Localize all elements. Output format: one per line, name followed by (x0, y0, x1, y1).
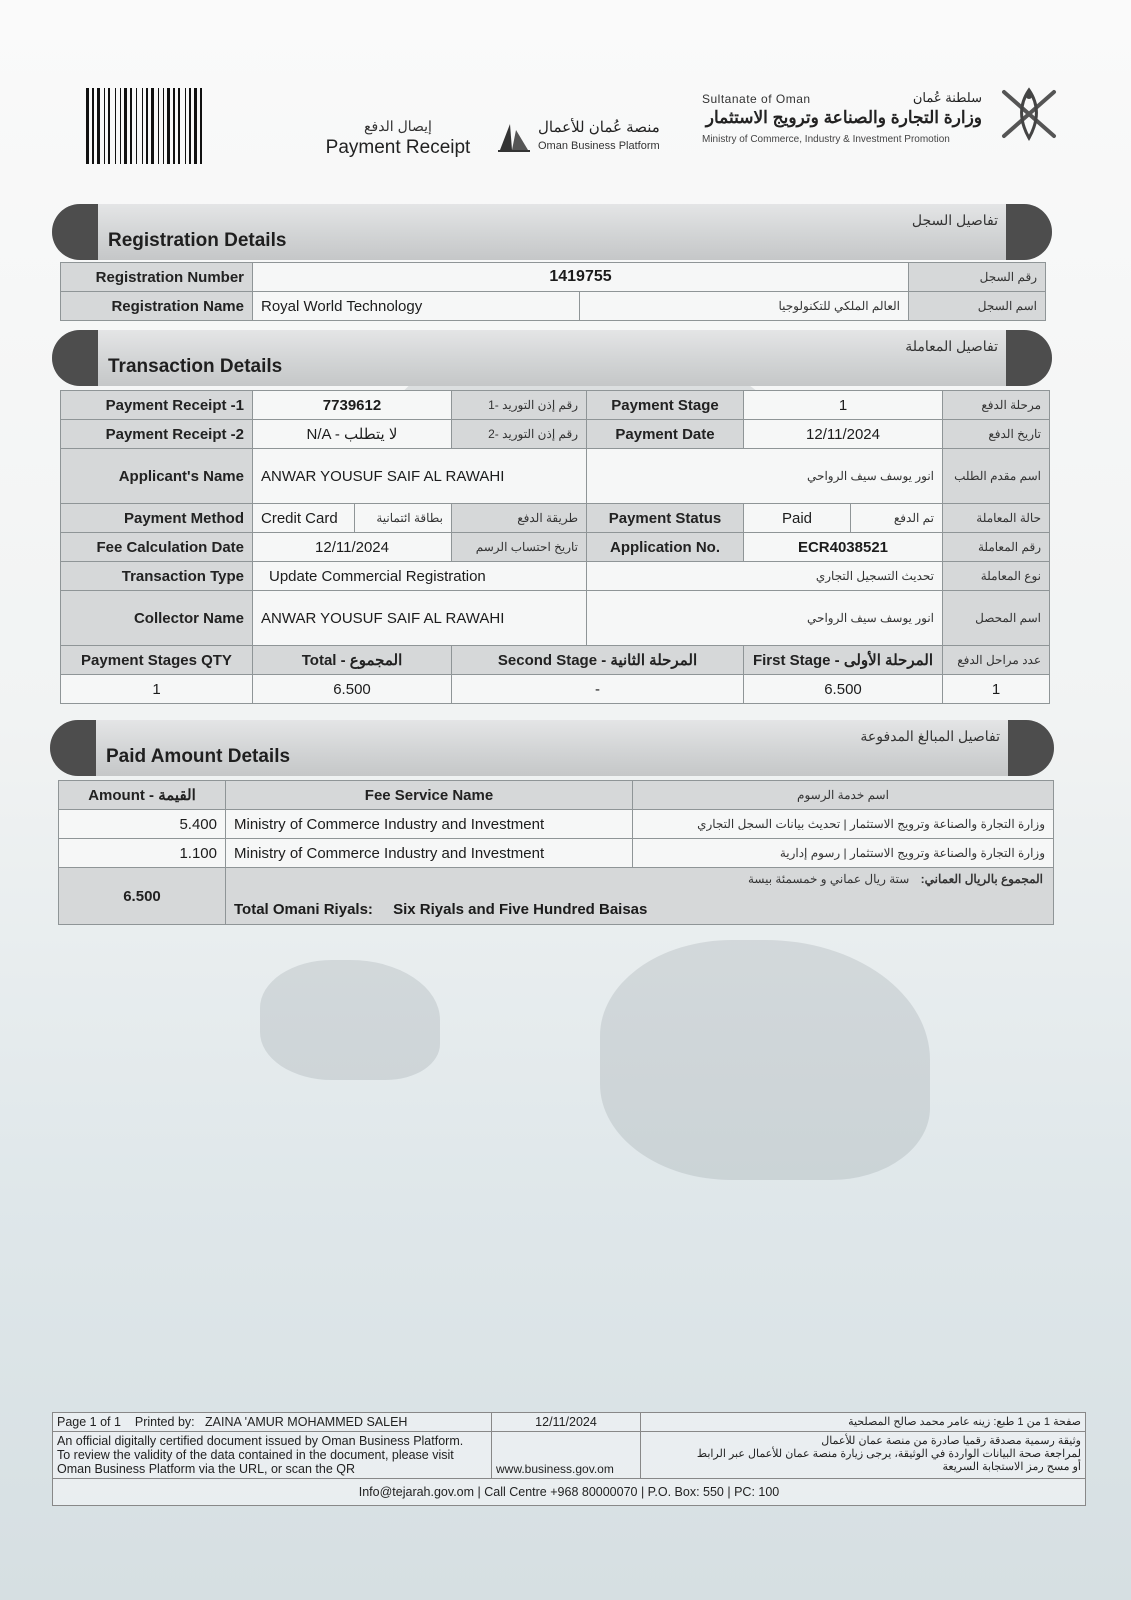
ministry-name-en: Ministry of Commerce, Industry & Investment Promotion (702, 134, 950, 145)
platform-name-ar: منصة عُمان للأعمال (538, 119, 660, 136)
collector-name-value-en: ANWAR YOUSUF SAIF AL RAWAHI (253, 591, 587, 646)
stages-count-label-ar: عدد مراحل الدفع (943, 646, 1050, 675)
total-words-en-row (234, 901, 647, 918)
service-name-en: Ministry of Commerce Industry and Investment (226, 810, 633, 839)
footer-table (52, 1412, 1086, 1506)
transaction-type-value-en: Update Commercial Registration (253, 562, 587, 591)
footer (52, 1412, 1086, 1506)
first-stage-value: 6.500 (744, 675, 943, 704)
amount-cell: 1.100 (59, 839, 226, 868)
second-stage-label: Second Stage - المرحلة الثانية (452, 646, 744, 675)
payment-stage-label: Payment Stage (587, 391, 744, 420)
applicant-name-value-en: ANWAR YOUSUF SAIF AL RAWAHI (253, 449, 587, 504)
payment-date-value: 12/11/2024 (744, 420, 943, 449)
payment-receipt-1-label-ar: رقم إذن التوريد -1 (452, 391, 587, 420)
total-words-cell (226, 868, 1054, 925)
fee-service-header: Fee Service Name (226, 781, 633, 810)
applicant-name-value-ar: انور يوسف سيف الرواحي (587, 449, 943, 504)
application-no-value: ECR4038521 (744, 533, 943, 562)
payment-date-label: Payment Date (587, 420, 744, 449)
table-row (59, 810, 1054, 839)
print-info (53, 1413, 492, 1432)
amount-cell: 5.400 (59, 810, 226, 839)
fee-calculation-date-value: 12/11/2024 (253, 533, 452, 562)
note-ar-line-1: وثيقة رسمية مصدقة رقميا صادرة من منصة عمان للأعمال (821, 1435, 1081, 1447)
printed-by-name: ZAINA 'AMUR MOHAMMED SALEH (205, 1415, 408, 1429)
payment-date-label-ar: تاريخ الدفع (943, 420, 1050, 449)
transaction-type-label-ar: نوع المعاملة (943, 562, 1050, 591)
page-number: Page 1 of 1 (57, 1415, 121, 1429)
note-line-1: An official digitally certified document issued by Oman Business Platform. (57, 1434, 464, 1448)
transaction-type-value-ar: تحديث التسجيل التجاري (587, 562, 943, 591)
registration-number-label: Registration Number (61, 263, 253, 292)
printed-by-label: Printed by: (134, 1415, 195, 1429)
fee-calculation-date-label: Fee Calculation Date (61, 533, 253, 562)
total-label: Total - المجموع (253, 646, 452, 675)
applicant-name-label: Applicant's Name (61, 449, 253, 504)
payment-receipt-2-label: Payment Receipt -2 (61, 420, 253, 449)
platform-name-en: Oman Business Platform (538, 140, 660, 152)
certification-note-en (53, 1432, 492, 1479)
payment-receipt-2-value: N/A - لا يتطلب (253, 420, 452, 449)
registration-name-value-ar: العالم الملكي للتكنولوجيا (580, 292, 909, 321)
application-no-label: Application No. (587, 533, 744, 562)
sultanate-en: Sultanate of Oman (702, 92, 811, 106)
total-value: 6.500 (253, 675, 452, 704)
application-no-label-ar: رقم المعاملة (943, 533, 1050, 562)
payment-receipt-2-label-ar: رقم إذن التوريد -2 (452, 420, 587, 449)
table-row (59, 839, 1054, 868)
service-name-en: Ministry of Commerce Industry and Investment (226, 839, 633, 868)
print-info-ar: صفحة 1 من 1 طبع: زينه عامر محمد صالح المصلحية (641, 1413, 1086, 1432)
barcode-icon (86, 88, 256, 164)
contact-info: Info@tejarah.gov.om | Call Centre +968 80000070 | P.O. Box: 550 | PC: 100 (53, 1479, 1086, 1506)
total-label-ar: المجموع بالريال العماني: (920, 872, 1043, 886)
note-line-2: To review the validity of the data contained in the document, please visit Oman Business Platform via the URL, or scan the QR (57, 1448, 454, 1476)
payment-status-value-en: Paid (744, 504, 851, 533)
payment-method-value-ar: بطاقة ائتمانية (355, 504, 452, 533)
payment-receipt-1-value: 7739612 (253, 391, 452, 420)
service-name-ar: وزارة التجارة والصناعة وترويج الاستثمار | رسوم إدارية (633, 839, 1054, 868)
transaction-title-ar: تفاصيل المعاملة (905, 338, 998, 354)
receipt-title (318, 118, 478, 159)
applicant-name-label-ar: اسم مقدم الطلب (943, 449, 1050, 504)
payment-stage-label-ar: مرحلة الدفع (943, 391, 1050, 420)
registration-title-ar: تفاصيل السجل (911, 212, 998, 228)
print-date: 12/11/2024 (492, 1413, 641, 1432)
registration-name-label: Registration Name (61, 292, 253, 321)
payment-method-label: Payment Method (61, 504, 253, 533)
first-stage-label: First Stage - المرحلة الأولى (744, 646, 943, 675)
website-link[interactable]: www.business.gov.om (492, 1432, 641, 1479)
certification-note-ar (641, 1432, 1086, 1479)
total-label-en: Total Omani Riyals: (234, 901, 373, 918)
total-words-en: Six Riyals and Five Hundred Baisas (393, 901, 648, 918)
note-ar-line-3: أو مسح رمز الاستجابة السريعة (942, 1461, 1081, 1473)
collector-name-label: Collector Name (61, 591, 253, 646)
registration-table (60, 262, 1046, 321)
receipt-title-ar: إيصال الدفع (364, 118, 432, 134)
paid-amount-table (58, 780, 1054, 925)
platform-logo (496, 118, 676, 158)
registration-title: Registration Details (108, 230, 287, 251)
payment-status-value-ar: تم الدفع (851, 504, 943, 533)
payment-stages-qty-label: Payment Stages QTY (61, 646, 253, 675)
registration-number-value: 1419755 (253, 263, 909, 292)
total-words-ar-row (748, 872, 1043, 886)
sultanate-ar: سلطنة عُمان (912, 90, 982, 105)
fee-service-header-ar: اسم خدمة الرسوم (633, 781, 1054, 810)
note-ar-line-2: لمراجعة صحة البيانات الواردة في الوثيقة، يرجى زيارة منصة عمان للأعمال عبر الرابط (696, 1448, 1081, 1460)
paid-amount-title-ar: تفاصيل المبالغ المدفوعة (860, 728, 1000, 744)
receipt-title-en: Payment Receipt (325, 137, 471, 158)
payment-method-label-ar: طريقة الدفع (452, 504, 587, 533)
photo-shadow (600, 940, 930, 1180)
transaction-type-label: Transaction Type (61, 562, 253, 591)
collector-name-label-ar: اسم المحصل (943, 591, 1050, 646)
paid-amount-section-header (50, 720, 1054, 776)
ministry-name-ar: وزارة التجارة والصناعة وترويج الاستثمار (705, 108, 982, 127)
collector-name-value-ar: انور يوسف سيف الرواحي (587, 591, 943, 646)
second-stage-value: - (452, 675, 744, 704)
amount-header: Amount - القيمة (59, 781, 226, 810)
registration-name-label-ar: اسم السجل (909, 292, 1046, 321)
transaction-section-header (52, 330, 1052, 386)
total-words-ar: ستة ريال عماني و خمسمئة بيسة (747, 872, 910, 886)
registration-number-label-ar: رقم السجل (909, 263, 1046, 292)
payment-receipt-1-label: Payment Receipt -1 (61, 391, 253, 420)
stages-count-value: 1 (943, 675, 1050, 704)
paid-amount-title: Paid Amount Details (106, 746, 291, 767)
platform-logo-icon (496, 120, 532, 154)
fee-calculation-date-label-ar: تاريخ احتساب الرسم (452, 533, 587, 562)
service-name-ar: وزارة التجارة والصناعة وترويج الاستثمار | تحديث بيانات السجل التجاري (633, 810, 1054, 839)
payment-stages-qty-value: 1 (61, 675, 253, 704)
transaction-title: Transaction Details (108, 356, 283, 377)
transaction-table (60, 390, 1050, 704)
payment-status-label-ar: حالة المعاملة (943, 504, 1050, 533)
photo-shadow (260, 960, 440, 1080)
oman-emblem-icon (996, 84, 1062, 144)
registration-name-value-en: Royal World Technology (253, 292, 580, 321)
payment-stage-value: 1 (744, 391, 943, 420)
total-amount-value: 6.500 (59, 868, 226, 925)
registration-section-header (52, 204, 1052, 260)
payment-method-value-en: Credit Card (253, 504, 355, 533)
payment-status-label: Payment Status (587, 504, 744, 533)
